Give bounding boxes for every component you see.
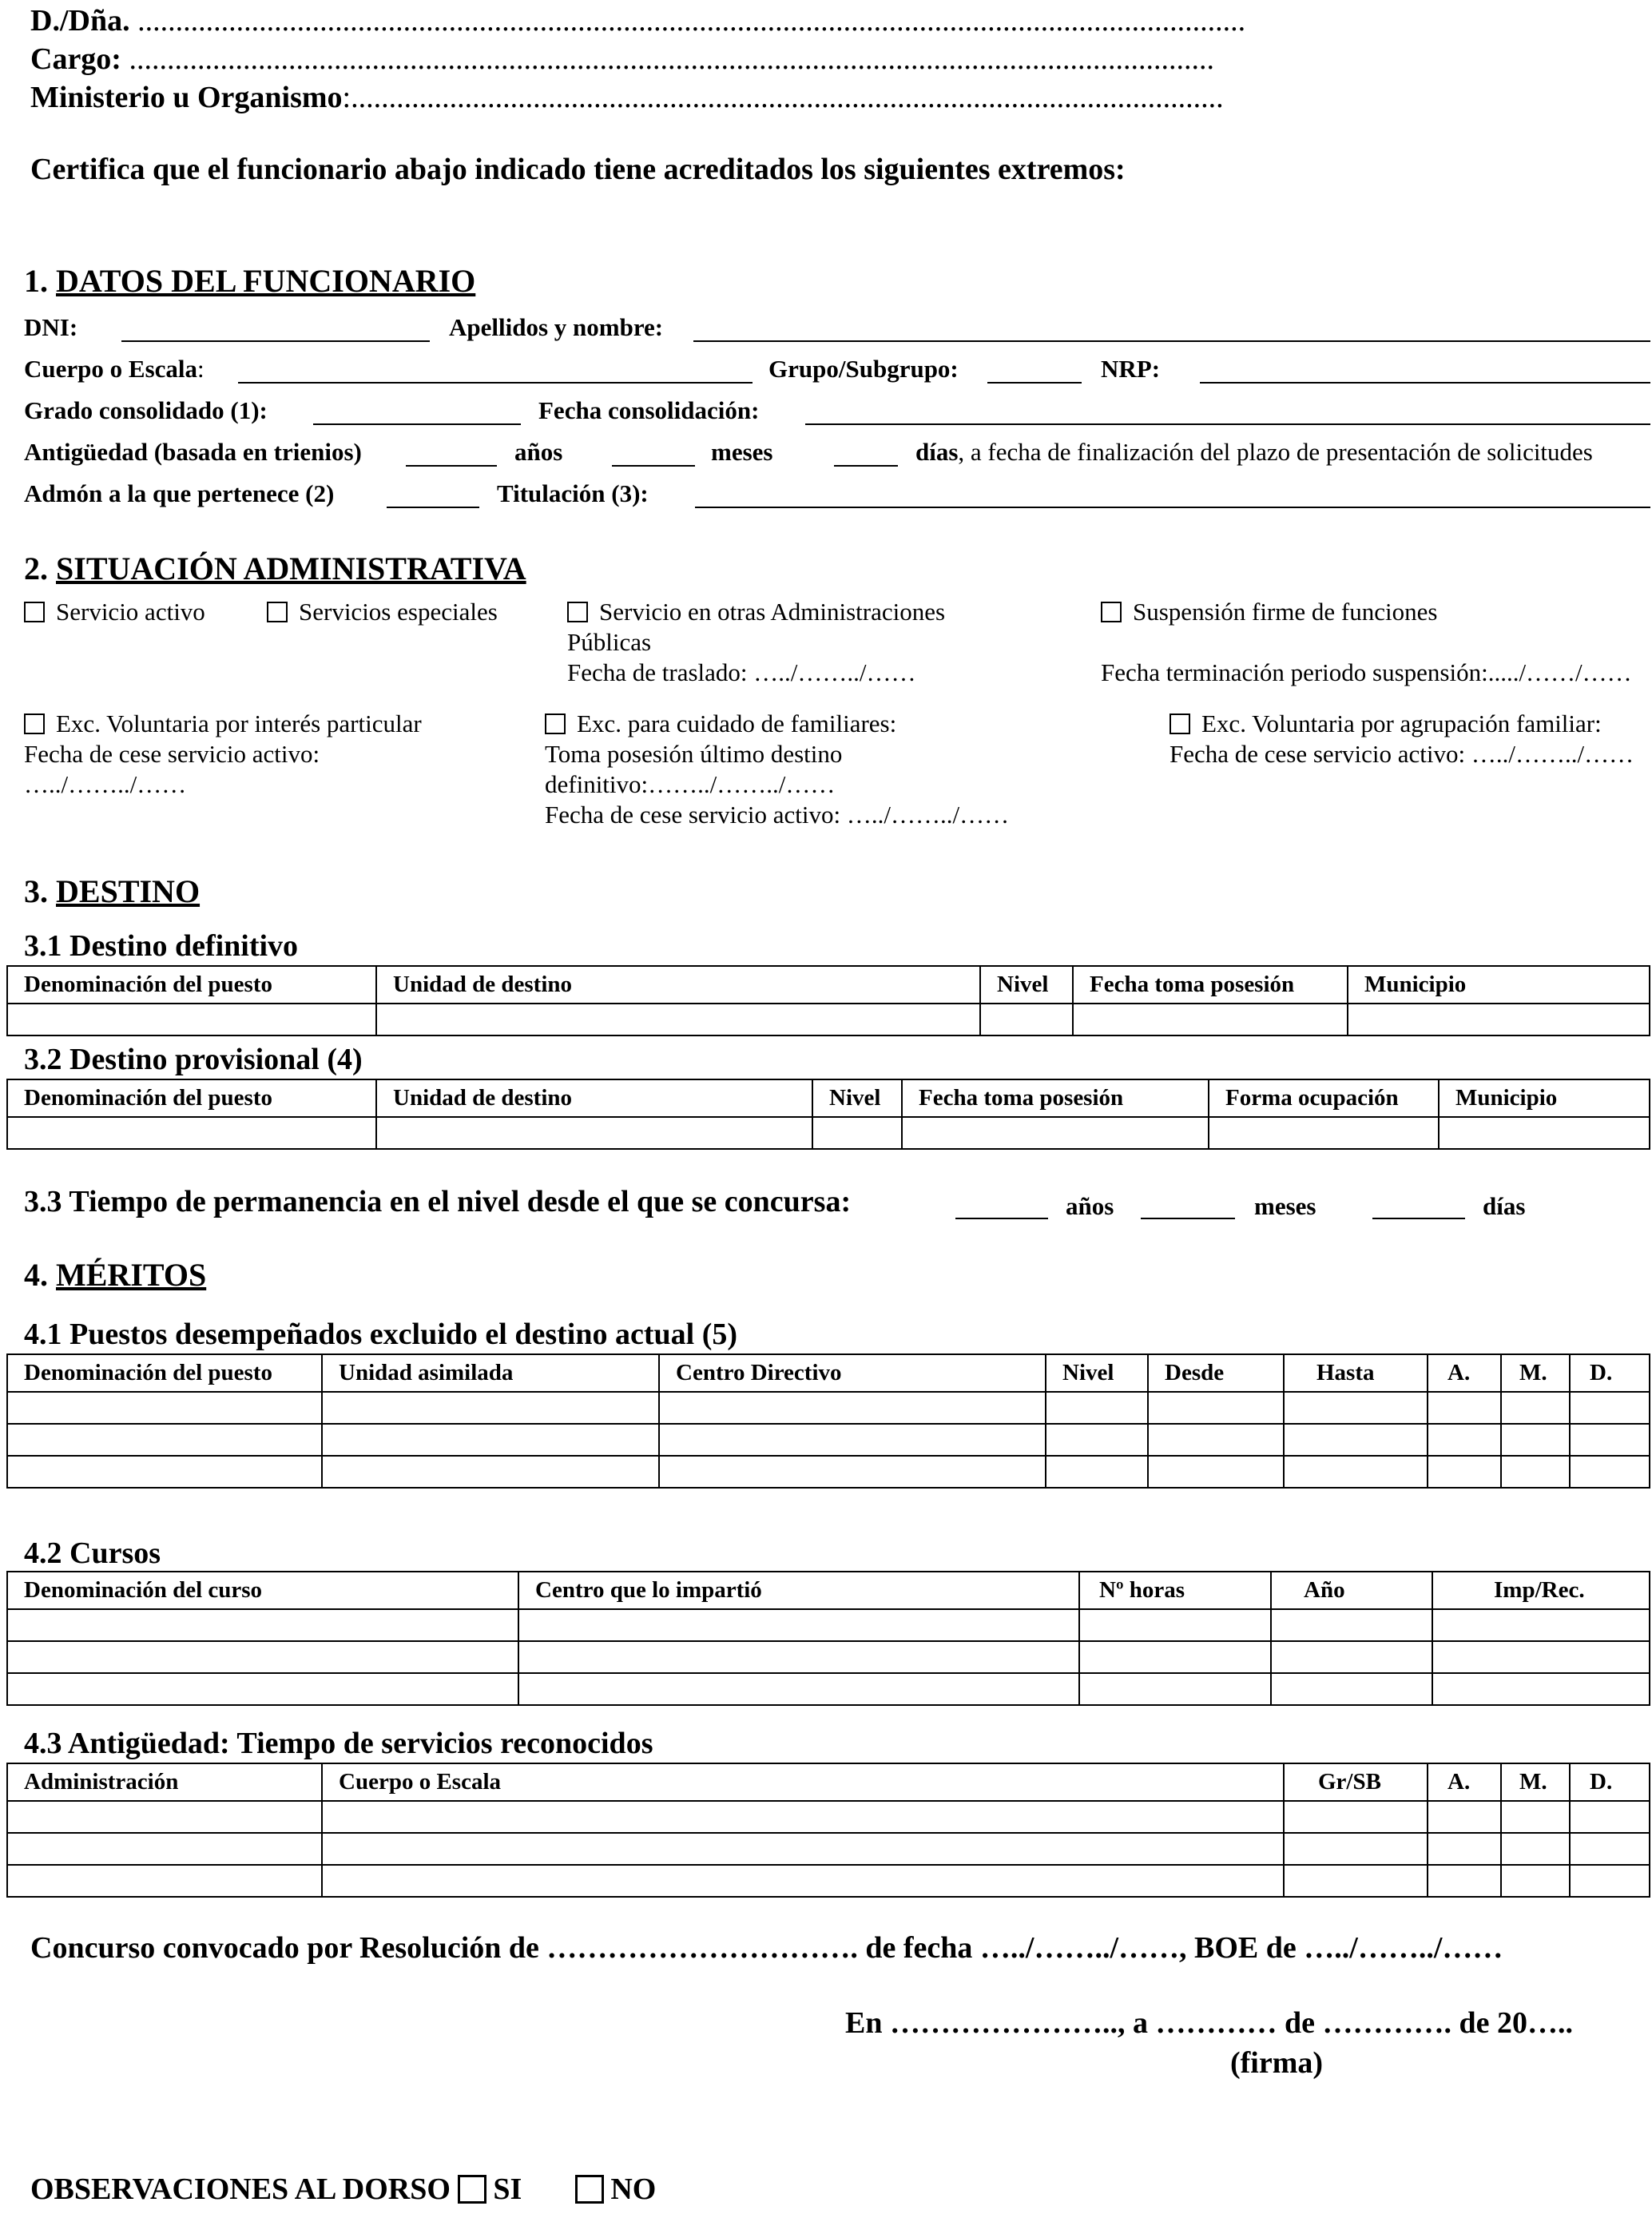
destino-definitivo-table [6, 965, 1650, 1036]
exc-agrupacion-label: Exc. Voluntaria por agrupación familiar: [1201, 710, 1602, 737]
header-cell: Denominación del puesto [7, 966, 376, 1004]
table-cell[interactable] [1428, 1456, 1501, 1488]
table-cell[interactable] [1432, 1673, 1650, 1705]
table-cell[interactable] [518, 1641, 1079, 1673]
grupo-field[interactable] [987, 382, 1082, 384]
puestos-title: 4.1 Puestos desempeñados excluido el destino actual (5) [24, 1318, 737, 1351]
section-2-number: 2. [24, 551, 48, 586]
table-cell[interactable] [1046, 1392, 1148, 1424]
header-cell: Unidad de destino [376, 966, 980, 1004]
cursos-title: 4.2 Cursos [24, 1536, 161, 1570]
exc-familiares-definitivo: definitivo:……../……../…… [545, 770, 836, 798]
table-cell[interactable] [1501, 1833, 1570, 1865]
table-cell[interactable] [322, 1833, 1284, 1865]
apellidos-field[interactable] [693, 340, 1650, 342]
header-cell: Denominación del curso [7, 1572, 518, 1609]
destino-provisional-table [6, 1079, 1650, 1150]
exc-familiares-cese: Fecha de cese servicio activo: …../……../…… [545, 801, 1010, 829]
si-label: SI [493, 2172, 522, 2206]
exc-voluntaria-label: Exc. Voluntaria por interés particular [56, 710, 422, 737]
antiguedad-note: , a fecha de finalización del plazo de presentación de solicitudes [958, 438, 1593, 466]
table-cell[interactable] [1501, 1801, 1570, 1833]
table-cell[interactable] [659, 1392, 1046, 1424]
ministerio-dots: :................................................................................................................... [342, 81, 1224, 114]
table-cell[interactable] [1079, 1609, 1271, 1641]
table-cell[interactable] [1079, 1641, 1271, 1673]
table-header-row [7, 966, 1650, 1004]
header-cell: Fecha toma posesión [902, 1079, 1209, 1117]
firma-label: (firma) [1230, 2046, 1324, 2080]
table-row [7, 1833, 1650, 1865]
table-row [7, 1641, 1650, 1673]
permanencia-meses-label: meses [1254, 1192, 1316, 1220]
puestos-table [6, 1353, 1650, 1489]
antiguedad-dias-label: días [915, 438, 959, 466]
section-1-heading [24, 262, 475, 300]
table-cell[interactable] [322, 1392, 659, 1424]
table-cell[interactable] [7, 1833, 322, 1865]
header-cell: Unidad de destino [376, 1079, 812, 1117]
table-cell[interactable] [1501, 1424, 1570, 1456]
fecha-consolidacion-field[interactable] [805, 423, 1650, 425]
table-cell[interactable] [1432, 1641, 1650, 1673]
table-cell[interactable] [1570, 1456, 1650, 1488]
antiguedad-meses-field[interactable] [612, 465, 695, 467]
header-cell: Nivel [1046, 1354, 1148, 1392]
table-cell[interactable] [518, 1609, 1079, 1641]
no-label: NO [610, 2172, 657, 2206]
header-cell: Nivel [980, 966, 1073, 1004]
servicios-especiales-option[interactable] [267, 598, 498, 626]
permanencia-label: 3.3 Tiempo de permanencia en el nivel desde el que se concursa: [24, 1185, 852, 1218]
antiguedad-meses-label: meses [711, 438, 773, 466]
antiguedad-dias-field[interactable] [834, 465, 898, 467]
dni-field[interactable] [121, 340, 430, 342]
antiguedad-servicios-table [6, 1763, 1650, 1898]
concurso-line: Concurso convocado por Resolución de …………………………. de fecha …../……../……, BOE de …../……../…… [30, 1931, 1503, 1965]
table-cell[interactable] [7, 1456, 322, 1488]
table-cell[interactable] [659, 1456, 1046, 1488]
table-cell[interactable] [1271, 1673, 1432, 1705]
table-cell[interactable] [1570, 1424, 1650, 1456]
exc-familiares-checkbox[interactable] [545, 713, 566, 734]
table-cell[interactable] [902, 1117, 1209, 1149]
table-row [7, 1609, 1650, 1641]
table-cell[interactable] [1428, 1833, 1501, 1865]
table-cell[interactable] [7, 1424, 322, 1456]
fecha-consolidacion-label: Fecha consolidación: [538, 396, 760, 424]
servicio-activo-checkbox[interactable] [24, 602, 45, 622]
header-cell: Municipio [1439, 1079, 1650, 1117]
table-row [7, 1456, 1650, 1488]
official-name-line [30, 3, 1245, 38]
cuerpo-label: Cuerpo o Escala [24, 355, 197, 383]
header-cell: M. [1501, 1763, 1570, 1801]
lugar-fecha-line: En ………………….., a ………… de …………. de 20….. [845, 2006, 1573, 2040]
exc-voluntaria-fecha: Fecha de cese servicio activo: [24, 740, 320, 768]
table-cell[interactable] [1284, 1801, 1428, 1833]
antiguedad-label: Antigüedad (basada en trienios) [24, 438, 362, 466]
observaciones-line [30, 2172, 656, 2207]
destino-definitivo-title: 3.1 Destino definitivo [24, 929, 299, 963]
titulacion-label: Titulación (3): [497, 479, 649, 507]
table-cell[interactable] [1284, 1833, 1428, 1865]
cuerpo-field[interactable] [238, 382, 753, 384]
suspension-option[interactable] [1101, 598, 1437, 626]
table-cell[interactable] [376, 1117, 812, 1149]
antiguedad-anos-label: años [514, 438, 563, 466]
header-cell: D. [1570, 1354, 1650, 1392]
table-cell[interactable] [322, 1801, 1284, 1833]
table-cell[interactable] [980, 1004, 1073, 1035]
section-4-number: 4. [24, 1257, 48, 1293]
header-cell: A. [1428, 1354, 1501, 1392]
titulacion-field[interactable] [695, 507, 1650, 508]
section-1-number: 1. [24, 263, 48, 299]
exc-familiares-option[interactable] [545, 710, 896, 738]
cargo-line [30, 42, 1214, 77]
servicios-especiales-checkbox[interactable] [267, 602, 288, 622]
table-cell[interactable] [518, 1673, 1079, 1705]
table-cell[interactable] [7, 1117, 376, 1149]
table-cell[interactable] [1079, 1673, 1271, 1705]
table-cell[interactable] [1284, 1865, 1428, 1897]
otras-administraciones-label: Servicio en otras Administraciones [599, 598, 946, 626]
table-cell[interactable] [1570, 1833, 1650, 1865]
section-4-heading [24, 1256, 206, 1294]
table-header-row [7, 1763, 1650, 1801]
table-cell[interactable] [7, 1865, 322, 1897]
ministerio-line [30, 80, 1224, 115]
cuerpo-label-line [24, 355, 205, 384]
servicio-activo-option[interactable] [24, 598, 205, 626]
exc-voluntaria-dots: …../……../…… [24, 770, 187, 798]
table-header-row [7, 1572, 1650, 1609]
header-cell: Nivel [812, 1079, 902, 1117]
section-3-title: DESTINO [56, 873, 201, 909]
header-cell: Municipio [1348, 966, 1650, 1004]
table-row [7, 1004, 1650, 1035]
table-cell[interactable] [1348, 1004, 1650, 1035]
table-cell[interactable] [7, 1392, 322, 1424]
table-cell[interactable] [1046, 1456, 1148, 1488]
certifica-statement: Certifica que el funcionario abajo indicado tiene acreditados los siguientes extremos: [30, 153, 1126, 186]
fecha-traslado: Fecha de traslado: …../……../…… [567, 658, 916, 686]
header-cell: Unidad asimilada [322, 1354, 659, 1392]
nrp-label: NRP: [1101, 355, 1161, 383]
table-cell[interactable] [322, 1424, 659, 1456]
header-cell: Forma ocupación [1209, 1079, 1439, 1117]
permanencia-anos-label: años [1066, 1192, 1114, 1220]
table-cell[interactable] [1284, 1424, 1428, 1456]
observaciones-label: OBSERVACIONES AL DORSO [30, 2172, 451, 2206]
header-cell: D. [1570, 1763, 1650, 1801]
table-cell[interactable] [1432, 1609, 1650, 1641]
fecha-suspension: Fecha terminación periodo suspensión:...../……/…… [1101, 658, 1632, 686]
table-cell[interactable] [1501, 1865, 1570, 1897]
grupo-label: Grupo/Subgrupo: [768, 355, 959, 383]
permanencia-meses-field[interactable] [1141, 1218, 1235, 1219]
table-cell[interactable] [1271, 1609, 1432, 1641]
dna-label: D./Dña. [30, 4, 130, 38]
antiguedad-anos-field[interactable] [406, 465, 497, 467]
ministerio-label: Ministerio u Organismo [30, 81, 343, 114]
header-cell: M. [1501, 1354, 1570, 1392]
table-cell[interactable] [1148, 1424, 1284, 1456]
exc-voluntaria-option[interactable] [24, 710, 422, 738]
exc-agrupacion-option[interactable] [1170, 710, 1602, 738]
table-cell[interactable] [1073, 1004, 1348, 1035]
table-cell[interactable] [322, 1865, 1284, 1897]
table-cell[interactable] [1501, 1456, 1570, 1488]
table-cell[interactable] [659, 1424, 1046, 1456]
grado-label: Grado consolidado (1): [24, 396, 268, 424]
table-cell[interactable] [7, 1609, 518, 1641]
servicio-activo-label: Servicio activo [56, 598, 205, 626]
table-cell[interactable] [1148, 1456, 1284, 1488]
nrp-field[interactable] [1200, 382, 1650, 384]
cargo-label: Cargo: [30, 42, 121, 76]
table-cell[interactable] [7, 1801, 322, 1833]
table-cell[interactable] [7, 1004, 376, 1035]
dna-dots: .................................................................................................................................................. [137, 4, 1246, 38]
table-cell[interactable] [1046, 1424, 1148, 1456]
table-row [7, 1117, 1650, 1149]
table-cell[interactable] [1570, 1865, 1650, 1897]
section-3-number: 3. [24, 873, 48, 909]
table-row [7, 1673, 1650, 1705]
table-row [7, 1801, 1650, 1833]
suspension-label: Suspensión firme de funciones [1133, 598, 1438, 626]
table-cell[interactable] [812, 1117, 902, 1149]
cargo-dots: ............................................................................................................................................... [129, 42, 1214, 76]
cuerpo-colon: : [197, 355, 205, 383]
exc-familiares-toma: Toma posesión último destino [545, 740, 843, 768]
table-row [7, 1865, 1650, 1897]
header-cell: Nº horas [1079, 1572, 1271, 1609]
antiguedad-dias-line [915, 438, 1593, 467]
exc-agrupacion-checkbox[interactable] [1170, 713, 1190, 734]
section-1-title: DATOS DEL FUNCIONARIO [56, 263, 476, 299]
table-cell[interactable] [7, 1641, 518, 1673]
header-cell: Desde [1148, 1354, 1284, 1392]
table-cell[interactable] [1209, 1117, 1439, 1149]
section-2-heading [24, 550, 526, 587]
table-cell[interactable] [1271, 1641, 1432, 1673]
section-4-title: MÉRITOS [56, 1257, 207, 1293]
otras-administraciones-label-2: Públicas [567, 628, 652, 656]
si-checkbox[interactable] [458, 2175, 486, 2204]
exc-agrupacion-fecha: Fecha de cese servicio activo: …../……../…… [1170, 740, 1634, 768]
table-cell[interactable] [1284, 1456, 1428, 1488]
table-cell[interactable] [1428, 1865, 1501, 1897]
table-cell[interactable] [376, 1004, 980, 1035]
table-cell[interactable] [1284, 1392, 1428, 1424]
cursos-table [6, 1571, 1650, 1706]
antiguedad-servicios-title: 4.3 Antigüedad: Tiempo de servicios reconocidos [24, 1727, 653, 1760]
admon-label: Admón a la que pertenece (2) [24, 479, 335, 507]
table-cell[interactable] [1428, 1801, 1501, 1833]
suspension-checkbox[interactable] [1101, 602, 1122, 622]
table-cell[interactable] [7, 1673, 518, 1705]
section-3-heading [24, 872, 200, 910]
header-cell: Denominación del puesto [7, 1079, 376, 1117]
table-cell[interactable] [322, 1456, 659, 1488]
header-cell: Fecha toma posesión [1073, 966, 1348, 1004]
exc-voluntaria-checkbox[interactable] [24, 713, 45, 734]
permanencia-anos-field[interactable] [955, 1218, 1048, 1219]
table-cell[interactable] [1501, 1392, 1570, 1424]
permanencia-dias-field[interactable] [1372, 1218, 1465, 1219]
table-row [7, 1392, 1650, 1424]
otras-administraciones-checkbox[interactable] [567, 602, 588, 622]
header-cell: Centro Directivo [659, 1354, 1046, 1392]
table-cell[interactable] [1439, 1117, 1650, 1149]
dni-label: DNI: [24, 313, 78, 341]
table-header-row [7, 1354, 1650, 1392]
apellidos-label: Apellidos y nombre: [449, 313, 664, 341]
header-cell: Hasta [1284, 1354, 1428, 1392]
grado-field[interactable] [313, 423, 521, 425]
admon-field[interactable] [387, 507, 479, 508]
table-cell[interactable] [1570, 1392, 1650, 1424]
servicios-especiales-label: Servicios especiales [299, 598, 498, 626]
table-cell[interactable] [1428, 1424, 1501, 1456]
exc-familiares-label: Exc. para cuidado de familiares: [577, 710, 897, 737]
header-cell: Imp/Rec. [1432, 1572, 1650, 1609]
header-cell: Cuerpo o Escala [322, 1763, 1284, 1801]
destino-provisional-title: 3.2 Destino provisional (4) [24, 1043, 363, 1076]
table-cell[interactable] [1148, 1392, 1284, 1424]
header-cell: Administración [7, 1763, 322, 1801]
header-cell: Gr/SB [1284, 1763, 1428, 1801]
header-cell: Año [1271, 1572, 1432, 1609]
permanencia-dias-label: días [1483, 1192, 1526, 1220]
table-cell[interactable] [1570, 1801, 1650, 1833]
no-checkbox[interactable] [575, 2175, 604, 2204]
section-2-title: SITUACIÓN ADMINISTRATIVA [56, 551, 526, 586]
table-header-row [7, 1079, 1650, 1117]
header-cell: Centro que lo impartió [518, 1572, 1079, 1609]
otras-administraciones-option[interactable] [567, 598, 945, 626]
header-cell: A. [1428, 1763, 1501, 1801]
table-row [7, 1424, 1650, 1456]
header-cell: Denominación del puesto [7, 1354, 322, 1392]
table-cell[interactable] [1428, 1392, 1501, 1424]
